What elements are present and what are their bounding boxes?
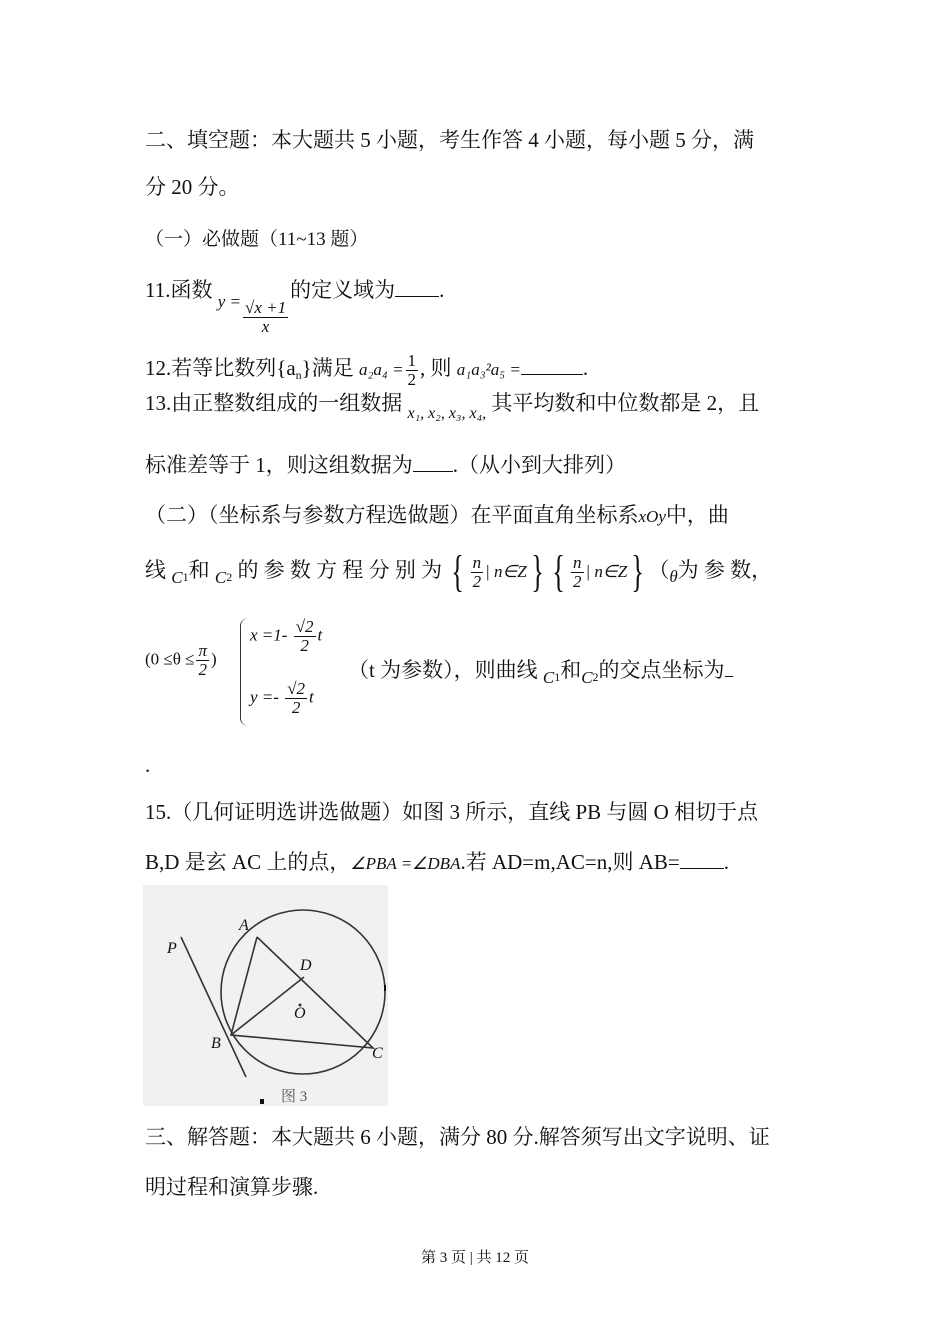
section2-heading-cont: 分 20 分。 xyxy=(145,175,240,199)
section2-heading: 二、填空题：本大题共 5 小题，考生作答 4 小题，每小题 5 分，满 xyxy=(145,128,754,152)
q15-line2a: B,D 是玄 AC 上的点， xyxy=(145,850,351,874)
label-p: P xyxy=(167,940,177,957)
label-o: O xyxy=(294,1005,306,1022)
answer-blank xyxy=(413,470,453,472)
part2-line2a: 线 xyxy=(145,557,166,582)
c1: C xyxy=(542,668,555,687)
part2-line3c: 的交点坐标为 xyxy=(598,658,725,682)
theta-range: (0 ≤θ ≤ xyxy=(145,649,195,669)
and: 和 xyxy=(188,557,210,582)
c1: C xyxy=(171,567,183,587)
label-c: C xyxy=(372,1045,383,1062)
q13-line2b: .（从小到大排列） xyxy=(452,453,626,477)
set-rest: | n∈Z xyxy=(485,561,527,581)
set-den: 2 xyxy=(573,571,582,591)
question-13 xyxy=(145,393,759,422)
set-rest: | n∈Z xyxy=(585,561,628,581)
sqrt2: √2 xyxy=(295,617,314,636)
pi: π xyxy=(198,641,207,660)
q11-text: 11.函数 xyxy=(145,278,213,302)
label-a: A xyxy=(239,917,249,934)
part2-line1 xyxy=(145,505,729,526)
c2: C xyxy=(214,567,227,587)
c2: C xyxy=(581,668,593,687)
line-pb xyxy=(181,937,246,1077)
paren: （ xyxy=(648,557,670,582)
eq1: x =1- xyxy=(250,625,288,645)
question-15-cont xyxy=(145,852,729,873)
set-num: n xyxy=(472,552,482,572)
section3-heading-cont: 明过程和演算步骤. xyxy=(145,1175,319,1199)
document-page: 二、填空题：本大题共 5 小题，考生作答 4 小题，每小题 5 分，满 分 20 分。 （一）必做题（11~13 题） 11.函数 $_{y =}$ $\frac{√x +1}{x}$ 的定义域为 . 12.若等比数列$\{a_n\}$满足 a₂a₄ = $\frac{1}{2}$ , 则 a₁a₃²a₅ = . 13.由正整数组成的一组数据 $_{x_1, x_2, x_3, x_4,}$ 其平均数和中位数都是 2，且 标准差等于 1，则这组数据为 .（从小到大排列） （二）（坐标系与参数方程选做题）在平面直角坐标系xOy中，曲 线 $_{C1}$和 $_{C2}$ 的 参 数 方 程 分 别 为 { $\frac{n}{2}$ | n∈Z} { $\frac{n}{2}$ | n∈Z} （$_\theta$为 参 数， (0 ≤θ ≤ $\frac{\pi}{2}$ ) x =1- $\frac{√2}{2}$ t y =- $\frac{√2}{2}$ t （t 为参数），则曲线 $_{C1}$和$_{C2}$的交点坐标为 . 15.（几何证明选讲选做题）如图 3 所示，直线 PB 与圆 O 相切于点 B,D 是玄 AC 上的点，∠PBA =∠DBA.若 AD=m,AC=n,则 AB= . A P D O B C 图 3 三、解答题：本大题共 6 小题，满分 80 分.解答须写出文字说明、证 明过程和演算步骤. 第 3 页 | 共 12 页 xyxy=(0,0,950,1344)
answer-blank xyxy=(680,867,724,869)
part2-line2b: 的 参 数 方 程 分 别 为 xyxy=(237,557,443,582)
question-12 xyxy=(145,352,588,389)
answer-blank xyxy=(725,675,733,677)
q15-line2b: .若 AD=m,AC=n,则 AB= xyxy=(460,850,680,874)
q11-suffix: 的定义域为 xyxy=(290,278,396,302)
q12-end: . xyxy=(582,356,589,381)
q11-den: x xyxy=(261,316,270,336)
q11-num: √x +1 xyxy=(245,298,287,317)
triangle-abc xyxy=(231,937,373,1048)
label-d: D xyxy=(300,957,312,974)
part2-line3b: （t 为参数），则曲线 xyxy=(348,658,538,682)
part2-end-dot: . xyxy=(145,753,151,777)
q12-mid: }满足 xyxy=(301,356,354,381)
t: t xyxy=(309,687,314,707)
answer-blank xyxy=(521,373,583,375)
question-15: 15.（几何证明选讲选做题）如图 3 所示，直线 PB 与圆 O 相切于点 xyxy=(145,800,759,824)
angle-expr: ∠PBA =∠DBA xyxy=(350,854,461,873)
q13-line2: 标准差等于 1，则这组数据为 xyxy=(145,453,413,477)
and: 和 xyxy=(560,658,582,682)
q13-text: 13.由正整数组成的一组数据 xyxy=(145,391,403,415)
part2-line2d: 为 参 数， xyxy=(677,557,773,582)
section3-heading: 三、解答题：本大题共 6 小题，满分 80 分.解答须写出文字说明、证 xyxy=(145,1125,770,1149)
set-den: 2 xyxy=(472,571,482,591)
question-13-cont xyxy=(145,455,626,476)
circle-diagram xyxy=(143,885,388,1106)
answer-blank xyxy=(395,295,439,297)
q13-data: x₁, x₂, x₃, x₄, xyxy=(407,405,487,422)
set-num: n xyxy=(573,552,582,572)
q12-expr1: a₂a₄ = xyxy=(359,360,404,380)
eq2: y =- xyxy=(250,687,279,707)
q12-then: , 则 xyxy=(420,356,452,381)
part2-text-b: 中，曲 xyxy=(665,503,729,527)
q12-half-num: 1 xyxy=(407,351,417,370)
label-b: B xyxy=(211,1035,221,1052)
part1-heading: （一）必做题（11~13 题） xyxy=(145,229,369,250)
xoy: xOy xyxy=(638,507,666,526)
q12-half-den: 2 xyxy=(407,369,417,389)
q12-prefix: 12.若等比数列{a xyxy=(145,356,296,381)
part2-text: （二）（坐标系与参数方程选做题）在平面直角坐标系 xyxy=(145,503,639,527)
part2-line2: 线 $_{C1}$和 $_{C2}$ 的 参 数 方 程 分 别 为 { $\frac{n}{2}$ | n∈Z} { $\frac{n}{2}$ | n∈Z} （$_\theta$为 参 数， xyxy=(145,547,773,596)
q12-expr2: a₁a₃²a₅ = xyxy=(456,360,521,380)
system-brace xyxy=(240,618,249,726)
theta: θ xyxy=(669,566,678,586)
q15-end: . xyxy=(723,850,729,874)
question-11 xyxy=(145,280,444,336)
sqrt2: √2 xyxy=(287,679,306,698)
q12-sub: n xyxy=(295,368,302,383)
figure-caption: 图 3 xyxy=(281,1089,308,1105)
page-footer: 第 3 页 | 共 12 页 xyxy=(420,1250,529,1266)
q11-lhs: y = xyxy=(217,292,242,311)
q13-text-b: 其平均数和中位数都是 2，且 xyxy=(491,391,760,415)
q11-end: . xyxy=(439,278,445,302)
t: t xyxy=(317,625,323,645)
figure-3 xyxy=(143,885,388,1106)
